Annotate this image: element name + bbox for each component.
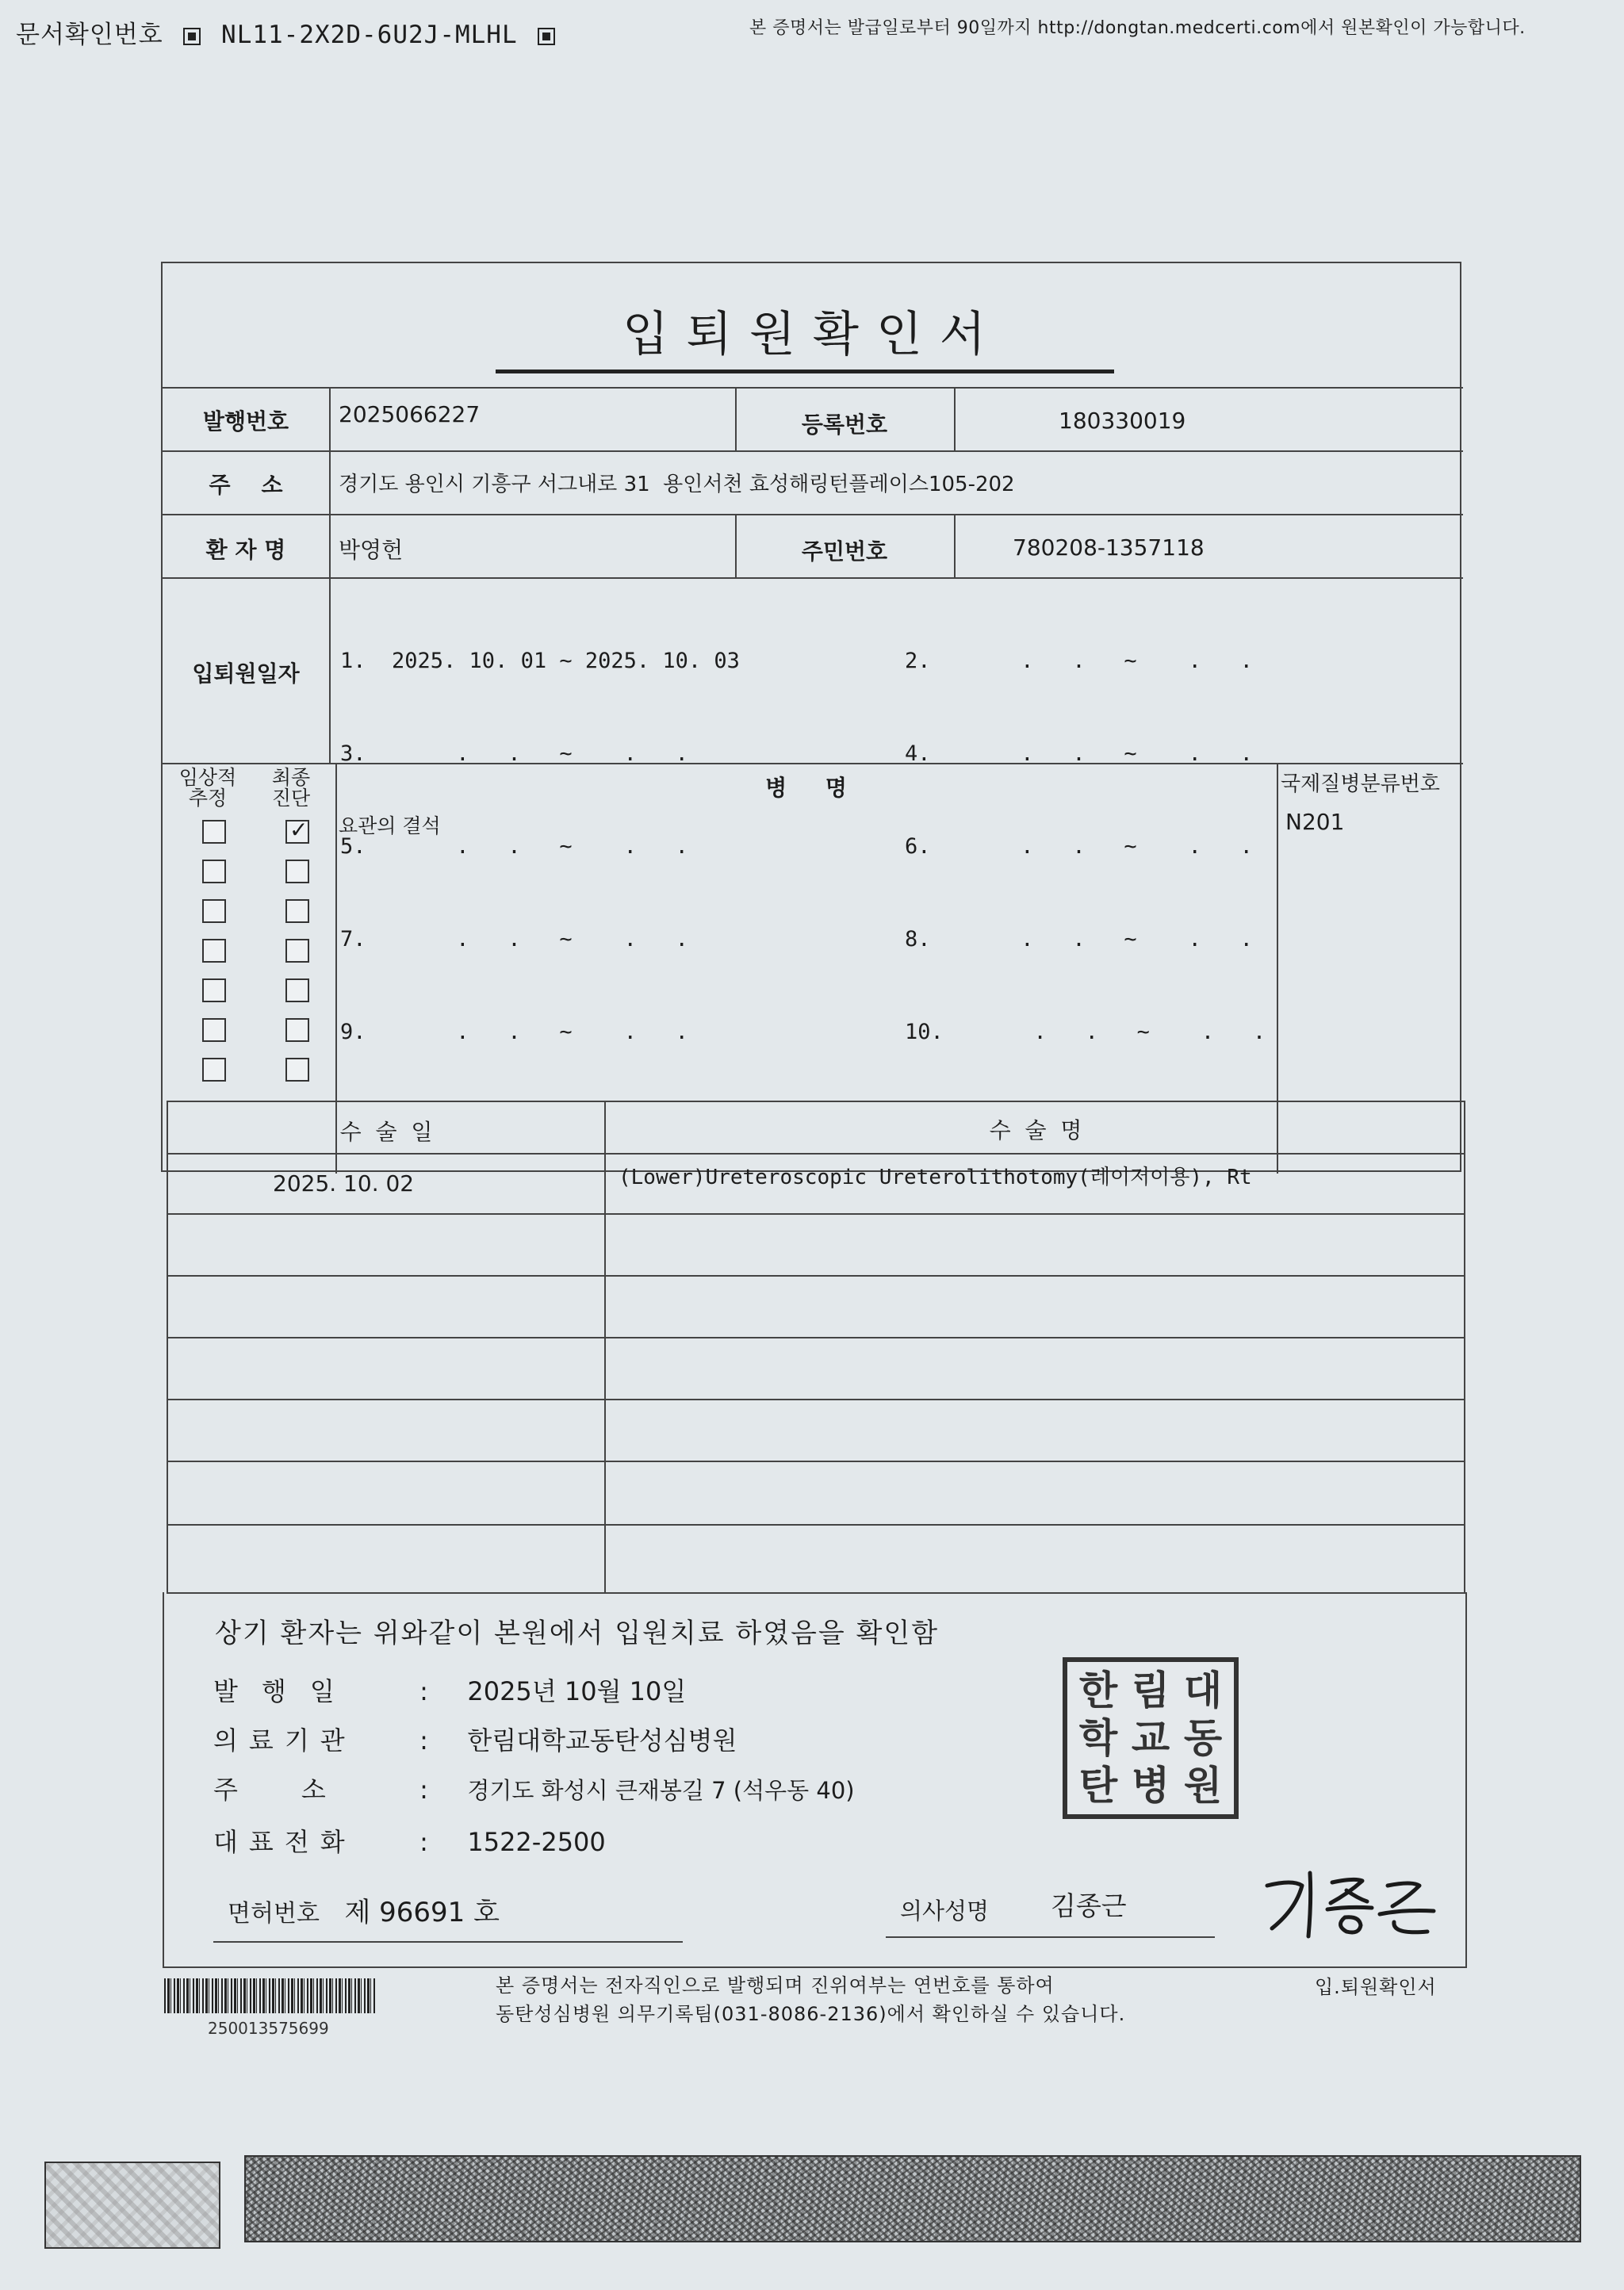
clinical-estimate-checkbox [202,1018,226,1042]
surgery-table [167,1101,1465,1594]
clinical-estimate-checkbox [202,820,226,844]
surgery-name-label: 수 술 명 [989,1117,1082,1143]
date-entry-5: 5. . . ~ . . [340,834,688,859]
hospital-seal: 한 림 대 학 교 동 탄 병 원 [1063,1657,1239,1819]
rrn: 780208-1357118 [1013,534,1205,561]
verification-notice: 본 증명서는 발급일로부터 90일까지 http://dongtan.medcerti.com에서 원본확인이 가능합니다. [749,18,1526,38]
patient-label: 환 자 명 [205,537,286,563]
final-diagnosis-checkbox [285,978,309,1002]
icd-code-label: 국제질병분류번호 [1281,772,1440,796]
clinical-estimate-checkbox [202,899,226,923]
doctor-label: 의사성명 [900,1897,990,1924]
hospital-address: 경기도 화성시 큰재봉길 7 (석우동 40) [467,1777,855,1804]
phone-row: 대표전화 : 1522-2500 [213,1822,606,1859]
institution-name: 한림대학교동탄성심병원 [467,1725,737,1756]
surgery-date: 2025. 10. 02 [273,1170,415,1197]
date-entry-9: 9. . . ~ . . [340,1020,688,1044]
final-diagnosis-checkbox [285,820,309,844]
security-pattern [244,2155,1581,2242]
reg-no: 180330019 [1059,408,1186,434]
diagnosis-name-label: 병 명 [765,775,847,801]
admission-dates-left [340,584,740,1109]
date-entry-6: 6. . . ~ . . [905,834,1253,859]
final-diagnosis-checkbox [285,1058,309,1082]
clinical-estimate-label: 임상적 추정 [178,766,237,810]
doctor-name: 김종근 [1051,1890,1127,1921]
date-entry-3: 3. . . ~ . . [340,741,688,766]
security-pattern-small [44,2162,220,2249]
date-entry-8: 8. . . ~ . . [905,927,1253,952]
page-title: 입퇴원확인서 [622,307,1003,362]
certificate-frame [161,262,1461,1172]
issue-date: 2025년 10월 10일 [467,1676,687,1706]
surgery-name: (Lower)Ureteroscopic Ureterolithotomy(레이저이용), Rt [619,1166,1252,1189]
license-label: 면허번호 [228,1900,320,1928]
date-entry-7: 7. . . ~ . . [340,927,688,952]
address-label: 주 소 [209,472,283,498]
rrn-label: 주민번호 [801,538,888,565]
square-bullet-icon [183,28,201,45]
doc-number: NL11-2X2D-6U2J-MLHL [221,21,518,49]
hospital-address-row: 주소 : 경기도 화성시 큰재봉길 7 (석우동 40) [213,1770,855,1806]
document-type: 입.퇴원확인서 [1315,1976,1437,1998]
patient-address: 경기도 용인시 기흥구 서그내로 31 용인서천 효성해링턴플레이스105-202 [339,473,1015,496]
date-entry-4: 4. . . ~ . . [905,741,1253,766]
reg-no-label: 등록번호 [801,412,888,438]
issue-no-label: 발행번호 [202,408,289,435]
diagnosis-name: 요관의 결석 [339,814,441,837]
final-diagnosis-label: 최종 진단 [271,766,311,810]
square-bullet-icon [538,28,555,45]
confirmation-statement: 상기 환자는 위와같이 본원에서 입원치료 하였음을 확인함 [215,1618,940,1649]
institution-label: 의료기관 [213,1725,356,1756]
doc-number-label: 문서확인번호 [16,21,163,49]
license-number: 제 96691 호 [344,1897,500,1928]
patient-name: 박영헌 [339,537,404,563]
final-diagnosis-checkbox [285,939,309,963]
date-entry-10: 10. . . ~ . . [905,1020,1266,1044]
surgery-date-label: 수 술 일 [339,1119,433,1145]
icd-code: N201 [1285,809,1345,835]
footer-notice-line2: 동탄성심병원 의무기록팀(031-8086-2136)에서 확인하실 수 있습니다. [496,2003,1126,2025]
footer-notice [496,1971,1125,2028]
final-diagnosis-checkbox [285,899,309,923]
dates-label: 입퇴원일자 [192,661,300,687]
footer-notice-line1: 본 증명서는 전자직인으로 발행되며 진위여부는 연번호를 통하여 [496,1974,1055,1997]
doc-number-line [16,14,560,50]
phone-label: 대표전화 [213,1827,356,1857]
barcode-number: 250013575699 [208,2019,329,2038]
clinical-estimate-checkbox [202,939,226,963]
clinical-estimate-checkbox [202,978,226,1002]
title-underline [496,370,1114,373]
date-entry-1: 1. 2025. 10. 01 ~ 2025. 10. 03 [340,649,740,673]
hospital-address-label: 주소 [213,1775,389,1805]
institution-row: 의료기관 : 한림대학교동탄성심병원 [213,1721,737,1757]
admission-dates-right [905,584,1266,1109]
final-diagnosis-checkbox [285,1018,309,1042]
issue-no: 2025066227 [339,401,481,427]
issue-date-row: 발행일 : 2025년 10월 10일 [213,1672,686,1708]
license-row [228,1890,500,1929]
clinical-estimate-checkbox [202,1058,226,1082]
barcode [164,1978,377,2013]
issue-date-label: 발행일 [213,1676,358,1706]
final-diagnosis-checkbox [285,860,309,883]
hospital-phone: 1522-2500 [467,1827,606,1857]
doctor-signature [1261,1862,1451,1941]
clinical-estimate-checkbox [202,860,226,883]
date-entry-2: 2. . . ~ . . [905,649,1253,673]
